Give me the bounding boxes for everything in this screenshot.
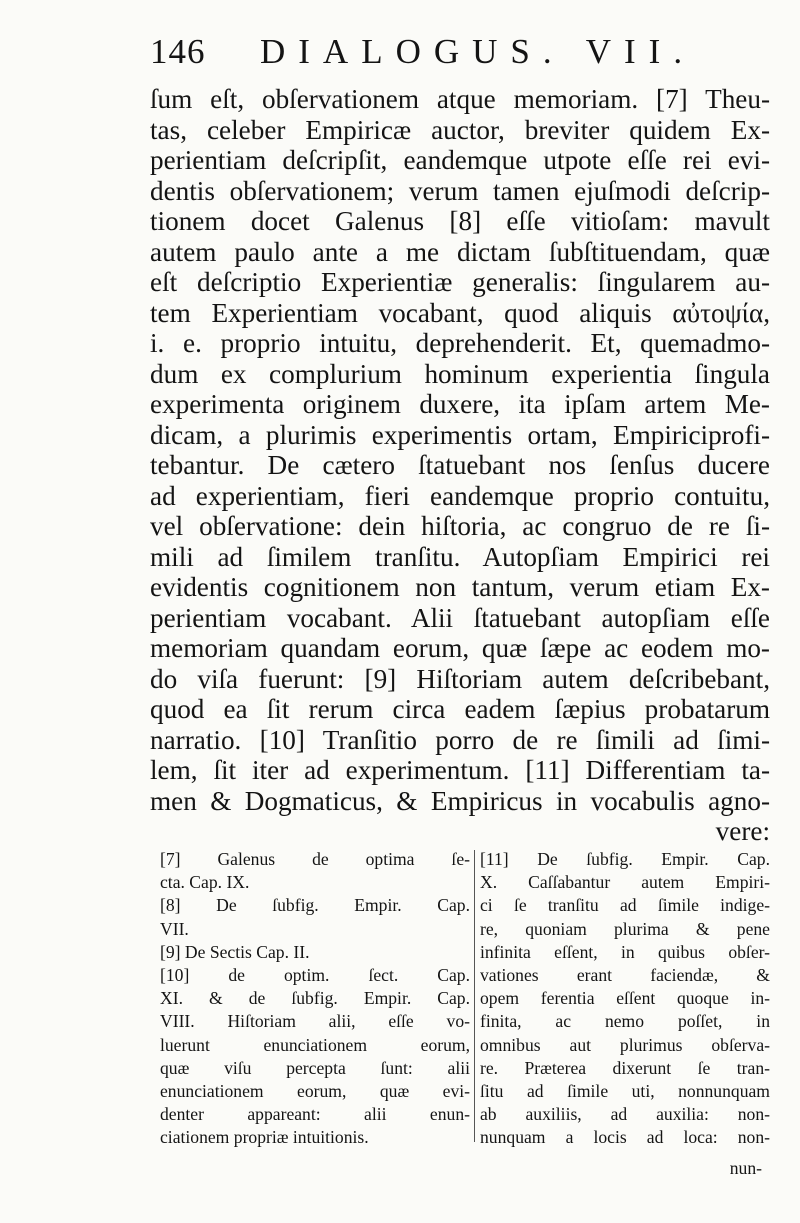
running-title: DIALOGUS. VII. bbox=[260, 32, 696, 71]
text-line: tionem docet Galenus [8] eſſe vitioſam: mavult bbox=[150, 206, 770, 236]
footnote-line: ab auxiliis, ad auxilia: non- bbox=[480, 1104, 770, 1125]
text-line: narratio. [10] Tranſitio porro de re ſimili ad ſimi- bbox=[150, 724, 770, 755]
footnote-line: nunquam a locis ad loca: non- bbox=[480, 1127, 770, 1148]
text-line: men & Dogmaticus, & Empiricus in vocabulis agno- bbox=[150, 785, 770, 816]
footnote-line: opem ferentia eſſent quoque in- bbox=[480, 988, 770, 1009]
text-line: autem paulo ante a me dictam ſubſtituendam, quæ bbox=[150, 236, 770, 267]
text-line: tebantur. De cætero ſtatuebant nos ſenſus ducere bbox=[150, 450, 770, 480]
footnote-line: quæ viſu percepta ſunt: alii bbox=[160, 1057, 470, 1078]
text-line: perientiam deſcripſit, eandemque utpote eſſe rei evi- bbox=[150, 145, 770, 175]
text-line: tas, celeber Empiricæ auctor, breviter quidem Ex- bbox=[150, 114, 770, 145]
footnote-line: [9] De Sectis Cap. II. bbox=[160, 941, 310, 962]
text-line: i. e. proprio intuitu, deprehenderit. Et, quemadmo- bbox=[150, 328, 770, 358]
text-line: tem Experientiam vocabant, quod aliquis αὐτοψία, bbox=[150, 297, 770, 328]
text-line: mili ad ſimilem tranſitu. Autopſiam Empirici rei bbox=[150, 541, 770, 572]
text-line: eſt deſcriptio Experientiæ generalis: ſingularem au- bbox=[150, 267, 770, 297]
text-line: dum ex complurium hominum experientia ſingula bbox=[150, 358, 770, 389]
text-line: dentis obſervationem; verum tamen ejuſmodi deſcrip- bbox=[150, 175, 770, 206]
column-divider bbox=[474, 850, 475, 1142]
footnote-line: infinita eſſent, in quibus obſer- bbox=[480, 941, 770, 962]
footnotes-left-column bbox=[160, 848, 470, 1149]
footnote-line: X. Caſſabantur autem Empiri- bbox=[480, 872, 770, 893]
footnote-line: re, quoniam plurima & pene bbox=[480, 918, 770, 939]
footnote-line: vationes erant faciendæ, & bbox=[480, 964, 770, 985]
text-line: vere: bbox=[715, 816, 770, 846]
footnote-line: [11] De ſubfig. Empir. Cap. bbox=[480, 849, 770, 869]
footnote-line: luerunt enunciationem eorum, bbox=[160, 1034, 470, 1055]
text-line: ſum eſt, obſervationem atque memoriam. [7] Theu- bbox=[150, 84, 770, 114]
text-line: memoriam quandam eorum, quæ ſæpe ac eodem mo- bbox=[150, 633, 770, 663]
footnote-line: [8] De ſubfig. Empir. Cap. bbox=[160, 895, 470, 916]
catchword: nun- bbox=[729, 1158, 762, 1178]
text-line: ad experientiam, fieri eandemque proprio contuitu, bbox=[150, 480, 770, 511]
footnote-line: [7] Galenus de optima ſe- bbox=[160, 849, 470, 869]
footnotes-right-column bbox=[480, 848, 770, 1149]
text-line: do viſa fuerunt: [9] Hiſtoriam autem deſcribebant, bbox=[150, 663, 770, 694]
text-line: quod ea ſit rerum circa eadem ſæpius probatarum bbox=[150, 694, 770, 724]
text-line: perientiam vocabant. Alii ſtatuebant autopſiam eſſe bbox=[150, 602, 770, 633]
footnote-line: ciationem propriæ intuitionis. bbox=[160, 1127, 369, 1148]
footnote-line: cta. Cap. IX. bbox=[160, 872, 250, 893]
footnote-line: XI. & de ſubfig. Empir. Cap. bbox=[160, 988, 470, 1009]
footnote-line: finita, ac nemo poſſet, in bbox=[480, 1011, 770, 1032]
text-line: dicam, a plurimis experimentis ortam, Empiriciprofi- bbox=[150, 419, 770, 450]
footnote-line: denter appareant: alii enun- bbox=[160, 1104, 470, 1125]
text-line: lem, ſit iter ad experimentum. [11] Differentiam ta- bbox=[150, 755, 770, 785]
footnote-line: VII. bbox=[160, 918, 189, 939]
footnote-line: omnibus aut plurimus obſerva- bbox=[480, 1034, 770, 1055]
footnote-line: enunciationem eorum, quæ evi- bbox=[160, 1080, 470, 1101]
page-header bbox=[150, 32, 790, 72]
footnote-line: ci ſe tranſitu ad ſimile indige- bbox=[480, 895, 770, 916]
footnote-line: VIII. Hiſtoriam alii, eſſe vo- bbox=[160, 1011, 470, 1032]
footnote-line: re. Præterea dixerunt ſe tran- bbox=[480, 1057, 770, 1078]
footnote-line: [10] de optim. ſect. Cap. bbox=[160, 964, 470, 985]
text-line: evidentis cognitionem non tantum, verum etiam Ex- bbox=[150, 572, 770, 602]
footnote-line: ſitu ad ſimile uti, nonnunquam bbox=[480, 1080, 770, 1101]
text-line: vel obſervatione: dein hiſtoria, ac congruo de re ſi- bbox=[150, 511, 770, 541]
main-text-block bbox=[150, 84, 770, 847]
text-line: experimenta originem duxere, ita ipſam artem Me- bbox=[150, 389, 770, 419]
page-number: 146 bbox=[150, 32, 206, 71]
